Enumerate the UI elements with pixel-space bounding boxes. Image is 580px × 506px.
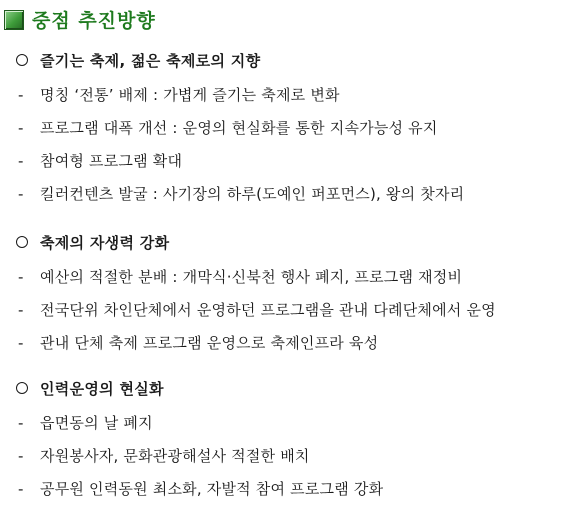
- dash-marker: -: [18, 446, 24, 465]
- list-item: [0, 177, 580, 210]
- dash-marker: -: [18, 413, 24, 432]
- dash-marker: -: [18, 333, 24, 352]
- section-heading: [0, 230, 580, 254]
- dash-marker: -: [18, 184, 24, 203]
- list-item-text: 공무원 인력동원 최소화, 자발적 참여 프로그램 강화: [40, 480, 384, 498]
- list-item-text: 참여형 프로그램 확대: [40, 152, 183, 170]
- list-item: [0, 406, 580, 439]
- list-item: [0, 293, 580, 326]
- list-item: [0, 326, 580, 359]
- dash-marker: -: [18, 85, 24, 104]
- list-item-text: 전국단위 차인단체에서 운영하던 프로그램을 관내 다례단체에서 운영: [40, 301, 496, 319]
- list-item-text: 킬러컨텐츠 발굴 : 사기장의 하루(도예인 퍼포먼스), 왕의 찻자리: [40, 185, 465, 203]
- section-2: [0, 230, 580, 359]
- list-item-text: 예산의 적절한 분배 : 개막식·신북천 행사 폐지, 프로그램 재정비: [40, 268, 463, 286]
- list-item: [0, 472, 580, 505]
- list-item: [0, 439, 580, 472]
- dash-marker: -: [18, 479, 24, 498]
- list-item: [0, 111, 580, 144]
- section-title: 인력운영의 현실화: [40, 379, 164, 398]
- circle-bullet-icon: [16, 54, 28, 66]
- list-item-text: 프로그램 대폭 개선 : 운영의 현실화를 통한 지속가능성 유지: [40, 119, 438, 137]
- section-title: 즐기는 축제, 젊은 축제로의 지향: [40, 51, 261, 70]
- circle-bullet-icon: [16, 236, 28, 248]
- list-item: [0, 78, 580, 111]
- section-3: [0, 376, 580, 505]
- list-item-text: 명칭 ‘전통’ 배제 : 가볍게 즐기는 축제로 변화: [40, 86, 340, 104]
- section-title: 축제의 자생력 강화: [40, 233, 170, 252]
- green-square-icon: [4, 10, 24, 30]
- dash-marker: -: [18, 267, 24, 286]
- list-item-text: 자원봉사자, 문화관광해설사 적절한 배치: [40, 447, 310, 465]
- list-item: [0, 260, 580, 293]
- section-heading: [0, 376, 580, 400]
- page-title: 중점 추진방향: [32, 10, 156, 32]
- list-item: [0, 144, 580, 177]
- section-heading: [0, 48, 580, 72]
- dash-marker: -: [18, 300, 24, 319]
- list-item-text: 관내 단체 축제 프로그램 운영으로 축제인프라 육성: [40, 334, 379, 352]
- section-1: [0, 48, 580, 210]
- title-header: [4, 6, 156, 33]
- dash-marker: -: [18, 118, 24, 137]
- list-item-text: 읍면동의 날 폐지: [40, 414, 153, 432]
- circle-bullet-icon: [16, 382, 28, 394]
- dash-marker: -: [18, 151, 24, 170]
